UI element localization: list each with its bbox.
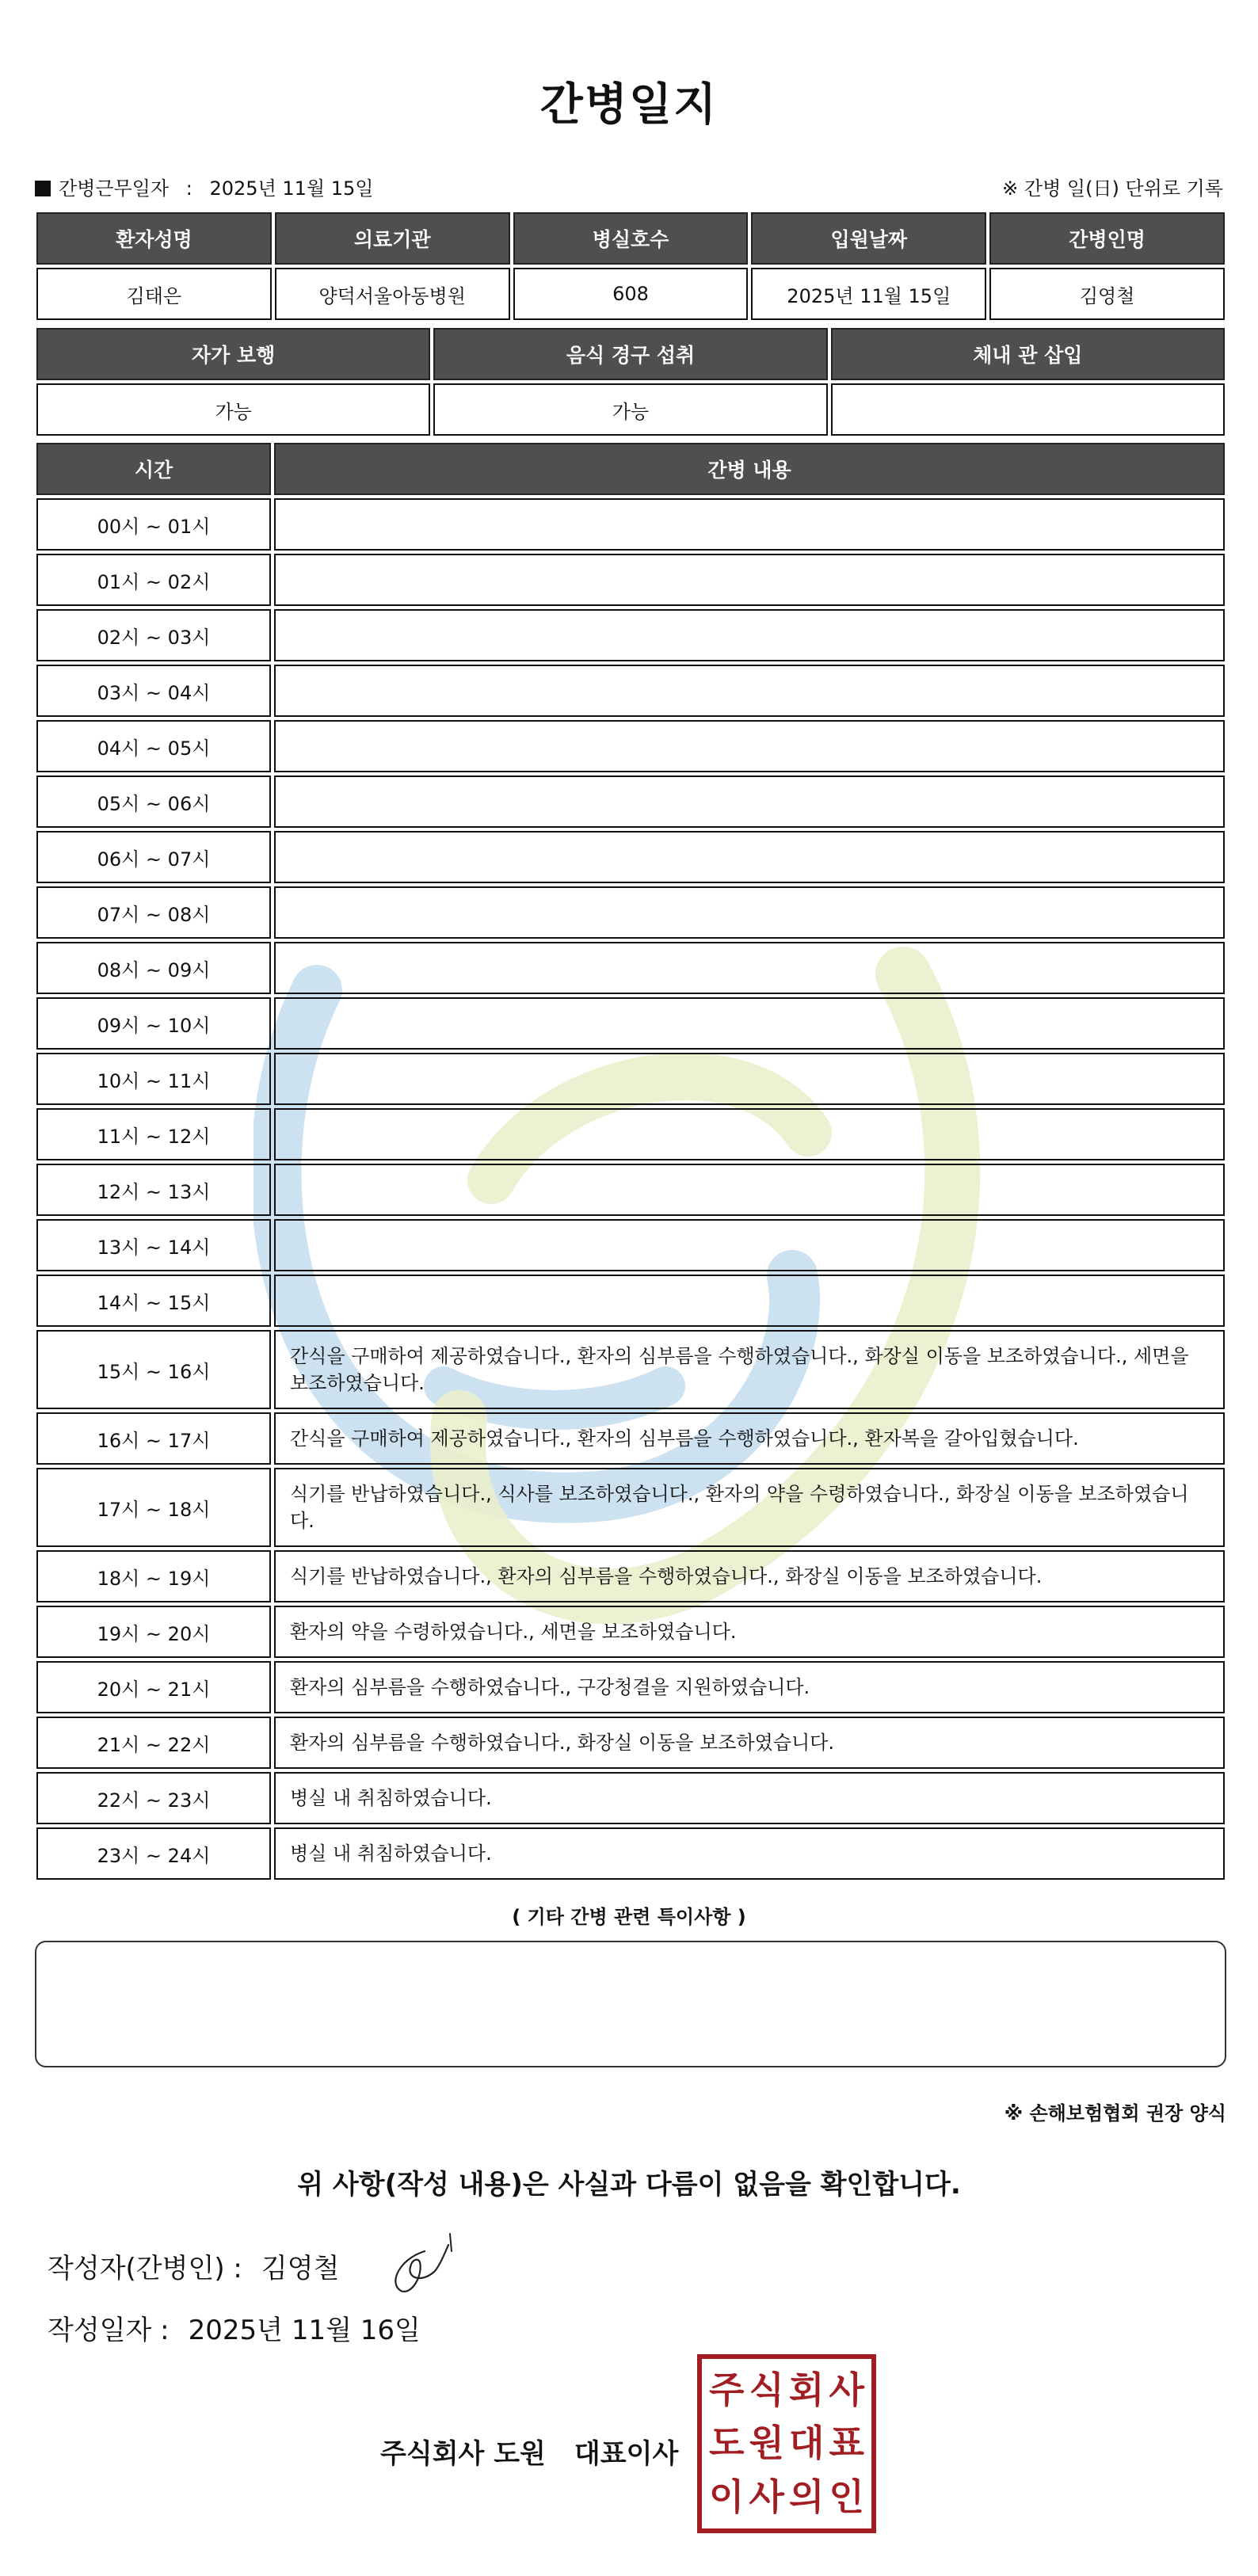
care-log-row: [36, 997, 1225, 1050]
seal-character: 의: [789, 2475, 825, 2518]
care-log-row: [36, 554, 1225, 606]
care-log-content: [274, 1164, 1225, 1216]
care-log-time: 18시 ~ 19시: [36, 1550, 271, 1602]
care-log-content: [274, 942, 1225, 994]
header-oral-intake: 음식 경구 섭취: [433, 328, 827, 380]
work-date-sep: :: [185, 177, 193, 200]
care-log-row: [36, 1468, 1225, 1547]
signature-image: [383, 2227, 471, 2299]
care-log-content: [274, 1108, 1225, 1160]
care-log-content: [274, 886, 1225, 939]
form-footnote: ※ 손해보험협회 권장 양식: [1004, 2102, 1226, 2124]
care-log-body: [36, 498, 1225, 1880]
written-date: 2025년 11월 16일: [188, 2315, 421, 2346]
header-care-content: 간병 내용: [274, 443, 1225, 495]
care-log-row: [36, 720, 1225, 772]
care-log-content: 병실 내 취침하였습니다.: [274, 1772, 1225, 1824]
care-log-row: [36, 775, 1225, 828]
care-log-time: 11시 ~ 12시: [36, 1108, 271, 1160]
company-line: [380, 2432, 678, 2471]
care-log-row: [36, 609, 1225, 661]
care-log-content: [274, 831, 1225, 883]
company-name: 주식회사 도원: [380, 2438, 546, 2470]
care-log-time: 06시 ~ 07시: [36, 831, 271, 883]
care-log-content: [274, 1053, 1225, 1105]
unit-note: ※ 간병 일(日) 단위로 기록: [1002, 177, 1223, 200]
admission-date: 2025년 11월 15일: [751, 268, 986, 320]
room-number: 608: [513, 268, 749, 320]
seal-character: 사: [749, 2475, 784, 2518]
work-date-label: 간병근무일자: [59, 177, 170, 200]
seal-character: 대: [789, 2422, 825, 2465]
header-patient-name: 환자성명: [36, 212, 272, 265]
care-log-time: 10시 ~ 11시: [36, 1053, 271, 1105]
seal-character: 이: [709, 2475, 745, 2518]
care-log-time: 13시 ~ 14시: [36, 1219, 271, 1271]
care-log-time: 05시 ~ 06시: [36, 775, 271, 828]
care-log-time: 22시 ~ 23시: [36, 1772, 271, 1824]
seal-characters: [707, 2364, 867, 2524]
notes-box: [35, 1941, 1226, 2067]
care-log-time: 16시 ~ 17시: [36, 1412, 271, 1465]
care-log-content: [274, 609, 1225, 661]
care-log-header-row: [36, 443, 1225, 495]
writer-line: [48, 2246, 339, 2285]
care-log-time: 12시 ~ 13시: [36, 1164, 271, 1216]
care-log-time: 09시 ~ 10시: [36, 997, 271, 1050]
care-log-content: [274, 720, 1225, 772]
seal-character: 표: [829, 2422, 864, 2465]
care-log-content: [274, 997, 1225, 1050]
care-log-row: [36, 1053, 1225, 1105]
care-log-time: 19시 ~ 20시: [36, 1606, 271, 1658]
seal-character: 주: [709, 2368, 745, 2411]
care-log-time: 20시 ~ 21시: [36, 1661, 271, 1713]
patient-header-row: [36, 212, 1225, 265]
care-log-row: [36, 1827, 1225, 1880]
header-admission-date: 입원날짜: [751, 212, 986, 265]
care-log-row: [36, 1330, 1225, 1409]
work-date: [35, 173, 373, 200]
header-self-walking: 자가 보행: [36, 328, 430, 380]
square-bullet-icon: [35, 181, 51, 196]
care-log-time: 17시 ~ 18시: [36, 1468, 271, 1547]
care-log-row: [36, 1550, 1225, 1602]
care-log-content: 환자의 약을 수령하였습니다., 세면을 보조하였습니다.: [274, 1606, 1225, 1658]
care-log-time: 08시 ~ 09시: [36, 942, 271, 994]
status-header-row: [36, 328, 1225, 380]
care-log-time: 21시 ~ 22시: [36, 1717, 271, 1769]
care-log-row: [36, 886, 1225, 939]
care-log-row: [36, 1772, 1225, 1824]
patient-name: 김태은: [36, 268, 272, 320]
tube-insertion: [831, 383, 1225, 436]
confirmation-statement: 위 사항(작성 내용)은 사실과 다름이 없음을 확인합니다.: [297, 2169, 961, 2201]
seal-character: 도: [709, 2422, 745, 2465]
care-log-row: [36, 1661, 1225, 1713]
care-log-row: [36, 1108, 1225, 1160]
care-log-time: 02시 ~ 03시: [36, 609, 271, 661]
care-log-content: [274, 665, 1225, 717]
care-log-time: 00시 ~ 01시: [36, 498, 271, 551]
care-log-content: [274, 1275, 1225, 1327]
care-log-time: 04시 ~ 05시: [36, 720, 271, 772]
header-time: 시간: [36, 443, 271, 495]
patient-value-row: [36, 268, 1225, 320]
care-log-content: [274, 1219, 1225, 1271]
care-log-row: [36, 942, 1225, 994]
care-log-time: 14시 ~ 15시: [36, 1275, 271, 1327]
care-log-row: [36, 1164, 1225, 1216]
care-log-table: [33, 440, 1228, 1883]
care-log-content: 식기를 반납하였습니다., 환자의 심부름을 수행하였습니다., 화장실 이동을 보조하였습니다.: [274, 1550, 1225, 1602]
care-log-content: 환자의 심부름을 수행하였습니다., 구강청결을 지원하였습니다.: [274, 1661, 1225, 1713]
status-value-row: [36, 383, 1225, 436]
writer-label: 작성자(간병인) :: [48, 2253, 242, 2284]
company-title: 대표이사: [574, 2438, 679, 2470]
care-log-row: [36, 498, 1225, 551]
care-log-row: [36, 665, 1225, 717]
care-log-row: [36, 1717, 1225, 1769]
care-log-time: 07시 ~ 08시: [36, 886, 271, 939]
care-log-content: [274, 775, 1225, 828]
self-walking: 가능: [36, 383, 430, 436]
hospital: 양덕서울아동병원: [275, 268, 510, 320]
company-seal-stamp: [697, 2354, 876, 2533]
seal-character: 회: [789, 2368, 825, 2411]
seal-character: 식: [749, 2368, 784, 2411]
status-table: [33, 325, 1228, 439]
header-hospital: 의료기관: [275, 212, 510, 265]
meta-row: [35, 173, 1223, 204]
care-log-content: 식기를 반납하였습니다., 식사를 보조하였습니다., 환자의 약을 수령하였습니다., 화장실 이동을 보조하였습니다.: [274, 1468, 1225, 1547]
care-log-content: [274, 554, 1225, 606]
care-log-row: [36, 831, 1225, 883]
notes-label: ( 기타 간병 관련 특이사항 ): [512, 1906, 746, 1928]
written-date-label: 작성일자 :: [48, 2315, 170, 2346]
oral-intake: 가능: [433, 383, 827, 436]
care-log-content: 환자의 심부름을 수행하였습니다., 화장실 이동을 보조하였습니다.: [274, 1717, 1225, 1769]
written-date-line: [48, 2308, 421, 2347]
care-log-row: [36, 1606, 1225, 1658]
care-log-content: [274, 498, 1225, 551]
patient-info-table: [33, 209, 1228, 323]
care-log-row: [36, 1412, 1225, 1465]
care-log-time: 23시 ~ 24시: [36, 1827, 271, 1880]
header-room-number: 병실호수: [513, 212, 749, 265]
care-log-time: 01시 ~ 02시: [36, 554, 271, 606]
page-title: 간병일지: [539, 79, 719, 131]
header-tube-insertion: 체내 관 삽입: [831, 328, 1225, 380]
header-caregiver-name: 간병인명: [989, 212, 1225, 265]
caregiver-name: 김영철: [989, 268, 1225, 320]
care-log-content: 간식을 구매하여 제공하였습니다., 환자의 심부름을 수행하였습니다., 화장실 이동을 보조하였습니다., 세면을 보조하였습니다.: [274, 1330, 1225, 1409]
seal-character: 인: [829, 2475, 864, 2518]
care-log-content: 병실 내 취침하였습니다.: [274, 1827, 1225, 1880]
seal-character: 사: [829, 2368, 864, 2411]
care-log-time: 03시 ~ 04시: [36, 665, 271, 717]
care-log-row: [36, 1275, 1225, 1327]
care-log-content: 간식을 구매하여 제공하였습니다., 환자의 심부름을 수행하였습니다., 환자복을 갈아입혔습니다.: [274, 1412, 1225, 1465]
seal-character: 원: [749, 2422, 784, 2465]
work-date-value: 2025년 11월 15일: [209, 177, 374, 200]
care-log-time: 15시 ~ 16시: [36, 1330, 271, 1409]
care-log-row: [36, 1219, 1225, 1271]
writer-name: 김영철: [261, 2253, 340, 2284]
